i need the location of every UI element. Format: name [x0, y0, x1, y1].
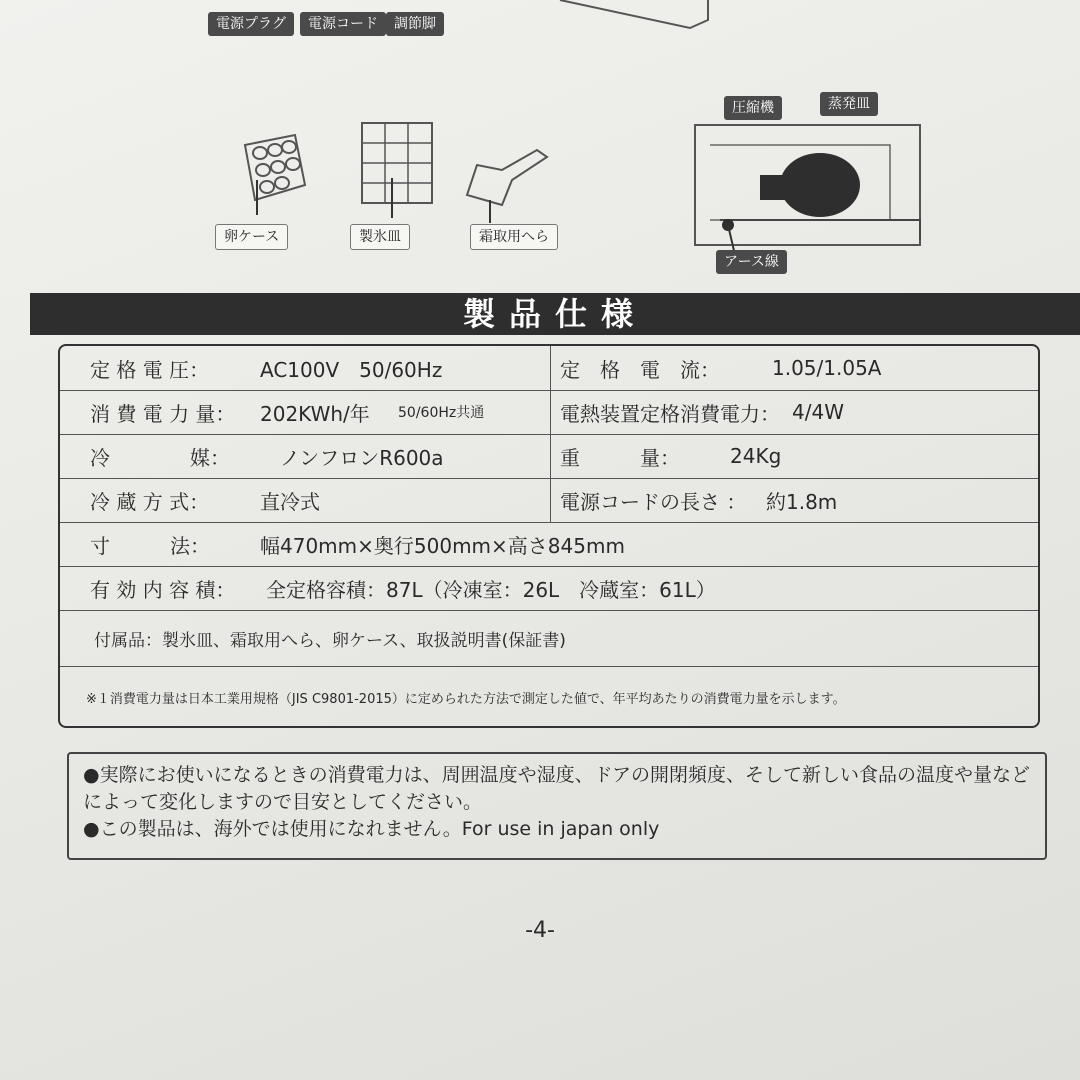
- spec-row-cooling: [60, 478, 1038, 523]
- current-value: 1.05/1.05A: [772, 356, 882, 380]
- label-earth-wire: アース線: [716, 250, 787, 274]
- power-label: 消 費 電 力 量：: [90, 401, 236, 426]
- power-value: 202KWh/年: [260, 401, 370, 426]
- label-power-cord: 電源コード: [300, 12, 386, 36]
- spec-row-refrigerant: [60, 434, 1038, 479]
- ice-tray-icon: [352, 118, 442, 218]
- power-note: 50/60Hz共通: [398, 405, 485, 421]
- heater-value: 4/4W: [792, 400, 844, 424]
- accessories-text: 付属品：製氷皿、霜取用へら、卵ケース、取扱説明書(保証書): [94, 630, 566, 651]
- spec-row-size: [60, 522, 1038, 567]
- label-defrost-scraper: 霜取用へら: [470, 224, 558, 250]
- size-value: 幅470mm×奥行500mm×高さ845mm: [260, 533, 625, 558]
- weight-label: 重 量：: [560, 445, 680, 470]
- cord-value: 約1.8m: [766, 489, 838, 514]
- spec-row-voltage: [60, 346, 1038, 391]
- label-adjust-foot: 調節脚: [386, 12, 444, 36]
- refrigerant-value: ノンフロンR600a: [280, 445, 444, 470]
- label-evaporator-tray: 蒸発皿: [820, 92, 878, 116]
- egg-case-icon: [225, 125, 315, 215]
- fridge-bottom-illustration: [0, 0, 1080, 40]
- refrigerant-label: 冷 媒：: [90, 445, 230, 470]
- spec-row-accessories: [60, 610, 1038, 667]
- label-power-plug: 電源プラグ: [208, 12, 294, 36]
- size-label: 寸 法：: [90, 533, 210, 558]
- spec-row-footnote: [60, 666, 1038, 728]
- capacity-label: 有 効 内 容 積：: [90, 577, 236, 602]
- heater-label: 電熱装置定格消費電力：: [560, 401, 780, 426]
- current-label: 定 格 電 流：: [560, 357, 720, 382]
- voltage-label: 定 格 電 圧：: [90, 357, 210, 382]
- label-compressor: 圧縮機: [724, 96, 782, 120]
- spec-table: [58, 344, 1040, 728]
- page-number: -4-: [525, 918, 555, 943]
- capacity-value: 全定格容積：87L（冷凍室：26L 冷蔵室：61L）: [266, 577, 716, 602]
- spec-row-capacity: [60, 566, 1038, 611]
- note-power-consumption: ●実際にお使いになるときの消費電力は、周囲温度や湿度、ドアの開閉頻度、そして新しい食品の温度や量などによって変化しますので目安としてください。: [83, 764, 1031, 813]
- cooling-value: 直冷式: [260, 489, 320, 514]
- section-title-banner: 製品仕様: [30, 293, 1080, 335]
- note-domestic-use-only: ●この製品は、海外では使用になれません。For use in japan only: [83, 818, 660, 840]
- cord-label: 電源コードの長さ ：: [560, 489, 747, 514]
- label-egg-case: 卵ケース: [215, 224, 288, 250]
- cooling-label: 冷 蔵 方 式：: [90, 489, 210, 514]
- usage-notes-box: [67, 752, 1047, 860]
- weight-value: 24Kg: [730, 444, 782, 468]
- voltage-value: AC100V 50/60Hz: [260, 357, 443, 382]
- footnote-text: ※１消費電力量は日本工業用規格（JIS C9801-2015）に定められた方法で測定した値で、年平均あたりの消費電力量を示します。: [86, 691, 846, 707]
- scraper-icon: [462, 145, 552, 225]
- spec-row-power: [60, 390, 1038, 435]
- label-ice-tray: 製氷皿: [350, 224, 410, 250]
